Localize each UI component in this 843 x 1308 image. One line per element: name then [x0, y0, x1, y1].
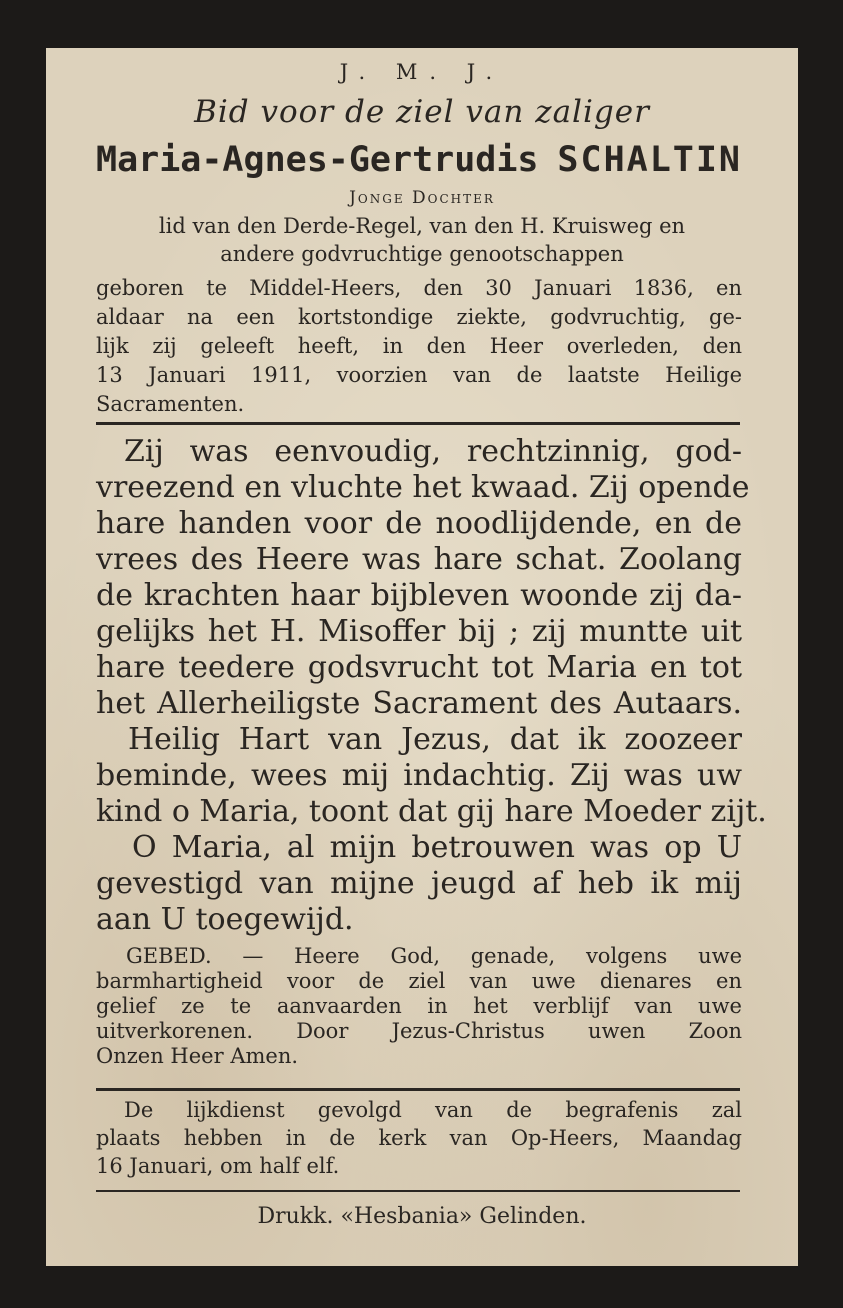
funeral-line: De lijkdienst gevolgd van de begrafenis zal [124, 1098, 742, 1122]
prayer-line: Onzen Heer Amen. [96, 1044, 299, 1068]
deceased-name [96, 140, 742, 180]
biography-line: Sacramenten. [96, 392, 245, 416]
divider [96, 422, 740, 425]
funeral-line: plaats hebben in de kerk van Op-Heers, Maandag [96, 1126, 742, 1150]
prayer-text [96, 944, 742, 1069]
prayer-line: barmhartigheid voor de ziel van uwe dienares en [96, 969, 742, 993]
eulogy-line: kind o Maria, toont dat gij hare Moeder zijt. [96, 794, 767, 829]
deceased-surname: SCHALTIN [557, 140, 742, 180]
eulogy-line: vrees des Heere was hare schat. Zoolang [96, 542, 742, 577]
printer-credit: Drukk. «Hesbania» Gelinden. [257, 1204, 587, 1229]
eulogy-line: hare teedere godsvrucht tot Maria en tot [96, 650, 742, 685]
eulogy [96, 434, 767, 938]
funeral-notice [96, 1098, 742, 1182]
prayer-line: uitverkorenen. Door Jezus-Christus uwen Zoon [96, 1019, 742, 1043]
divider [96, 1190, 740, 1192]
biography [96, 276, 742, 421]
jmj-heading: J. M. J. [339, 60, 505, 84]
biography-line: 13 Januari 1911, voorzien van de laatste Heilige [96, 363, 742, 387]
biography-line: lijk zij geleeft heeft, in den Heer overleden, den [96, 334, 742, 358]
eulogy-line: hare handen voor de noodlijdende, en de [96, 506, 742, 541]
eulogy-line: gevestigd van mijne jeugd af heb ik mij [96, 866, 742, 901]
eulogy-line: Heilig Hart van Jezus, dat ik zoozeer [128, 722, 742, 757]
membership-line-2: andere godvruchtige genootschappen [220, 242, 624, 266]
card-paper [46, 48, 798, 1266]
membership-line-1: lid van den Derde-Regel, van den H. Kruisweg en [158, 214, 686, 238]
eulogy-line: het Allerheiligste Sacrament des Autaars. [96, 686, 742, 721]
prayer-line: gelief ze te aanvaarden in het verblijf van uwe [96, 994, 742, 1018]
civil-status: Jonge Dochter [349, 188, 495, 208]
eulogy-line: gelijks het H. Misoffer bij ; zij muntte uit [96, 614, 742, 649]
divider [96, 1088, 740, 1091]
eulogy-line: beminde, wees mij indachtig. Zij was uw [96, 758, 742, 793]
eulogy-line: vreezend en vluchte het kwaad. Zij opende [96, 470, 750, 505]
prayer-line: GEBED. — Heere God, genade, volgens uwe [126, 944, 742, 968]
biography-line: aldaar na een kortstondige ziekte, godvruchtig, ge- [96, 305, 742, 329]
eulogy-line: Zij was eenvoudig, rechtzinnig, god- [124, 434, 742, 469]
prayer-intro: Bid voor de ziel van zaliger [194, 94, 650, 130]
eulogy-line: de krachten haar bijbleven woonde zij da- [96, 578, 742, 613]
eulogy-line: O Maria, al mijn betrouwen was op U [132, 830, 742, 865]
eulogy-line: aan U toegewijd. [96, 902, 354, 937]
deceased-first-names: Maria-Agnes-Gertrudis [96, 140, 539, 180]
funeral-line: 16 Januari, om half elf. [96, 1154, 340, 1178]
biography-line: geboren te Middel-Heers, den 30 Januari 1836, en [96, 276, 742, 300]
